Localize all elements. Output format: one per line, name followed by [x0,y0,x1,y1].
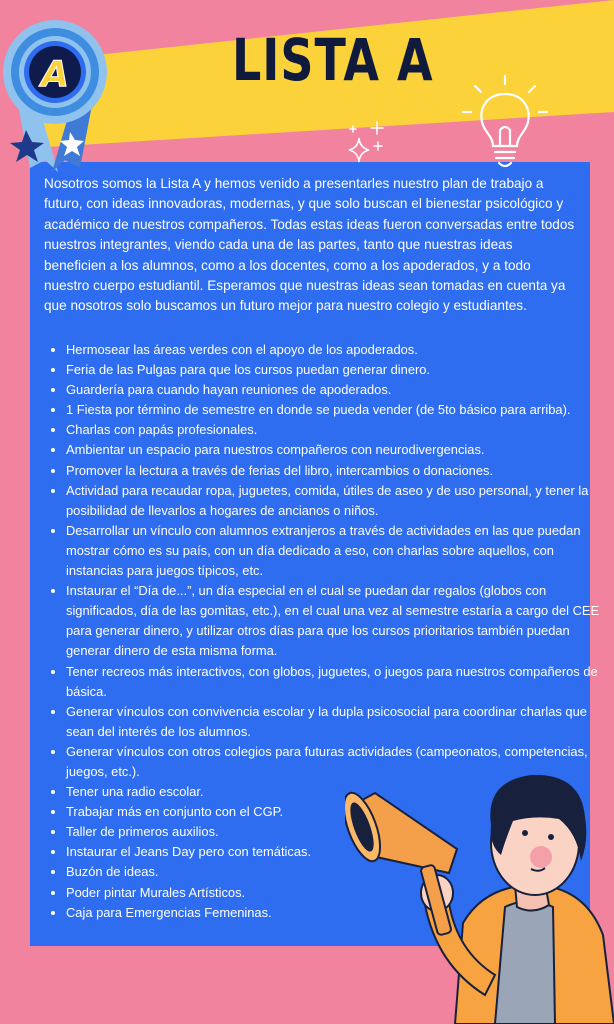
proposal-item: • Desarrollar un vínculo con alumnos extranjeros a través de actividades en las que puedan mostrar cómo es su país, con un día dedicado a eso, con charlas sobre aquellos, con instancias para juegos típicos, etc. [66,521,602,581]
proposal-item: • Caja para Emergencias Femeninas. [66,903,602,923]
proposal-item: • Taller de primeros auxilios. [66,822,602,842]
badge-letter: A [41,54,69,95]
proposal-item: • Ambientar un espacio para nuestros compañeros con neurodivergencias. [66,440,602,460]
lightbulb-icon [455,72,555,182]
proposal-item: • Generar vínculos con otros colegios para futuras actividades (campeonatos, competencias, juegos, etc.). [66,742,602,782]
proposal-item: • Feria de las Pulgas para que los cursos puedan generar dinero. [66,360,602,380]
rosette-badge-icon [0,0,110,175]
proposal-item: • Hermosear las áreas verdes con el apoyo de los apoderados. [66,340,602,360]
sparkle-icon [345,118,390,173]
proposal-item: • Tener recreos más interactivos, con globos, juguetes, o juegos para nuestros compañeros de básica. [66,662,602,702]
intro-paragraph: Nosotros somos la Lista A y hemos venido a presentarles nuestro plan de trabajo a futuro, con ideas innovadoras, modernas, y que solo buscan el bienestar psicológico y académico de nuestros compañeros. Todas estas ideas fueron conversadas entre todos nuestros integrantes, viendo cada una de las partes, tanto que nuestras ideas beneficien a los alumnos, como a los docentes, como a los apoderados, y a todo nuestro cuerpo estudiantil. Esperamos que nuestras ideas sean tomadas en cuenta ya que nosotros solo buscamos un futuro mejor para nuestro colegio y estudiantes. [44,176,575,314]
page-title: LISTA A [232,26,434,94]
proposal-item: • Buzón de ideas. [66,862,602,882]
proposal-item: • Actividad para recaudar ropa, juguetes, comida, útiles de aseo y de uso personal, y tener la posibilidad de llevarlos a hogares de ancianos o niños. [66,481,602,521]
proposal-item: • Charlas con papás profesionales. [66,420,602,440]
proposal-item: • Instaurar el Jeans Day pero con temáticas. [66,842,602,862]
proposal-item: • Promover la lectura a través de ferias del libro, intercambios o donaciones. [66,461,602,481]
proposal-item: • Instaurar el “Día de...”, un día especial en el cual se puedan dar regalos (globos con significados, día de las gomitas, etc.), en el cual una vez al semestre estaría a cargo del CEE para generar dinero, y utilizar otros días para que los cursos prioritarios también puedan generar dinero de esta misma forma. [66,581,602,661]
proposal-item: • Tener una radio escolar. [66,782,602,802]
proposal-item: • Guardería para cuando hayan reuniones de apoderados. [66,380,602,400]
person-megaphone-illustration [345,745,614,1024]
proposal-item: • Generar vínculos con convivencia escolar y la dupla psicosocial para coordinar charlas que sean del interés de los alumnos. [66,702,602,742]
proposal-item: • Trabajar más en conjunto con el CGP. [66,802,602,822]
proposal-item: • Poder pintar Murales Artísticos. [66,883,602,903]
proposal-item: • 1 Fiesta por término de semestre en donde se pueda vender (de 5to básico para arriba). [66,400,602,420]
